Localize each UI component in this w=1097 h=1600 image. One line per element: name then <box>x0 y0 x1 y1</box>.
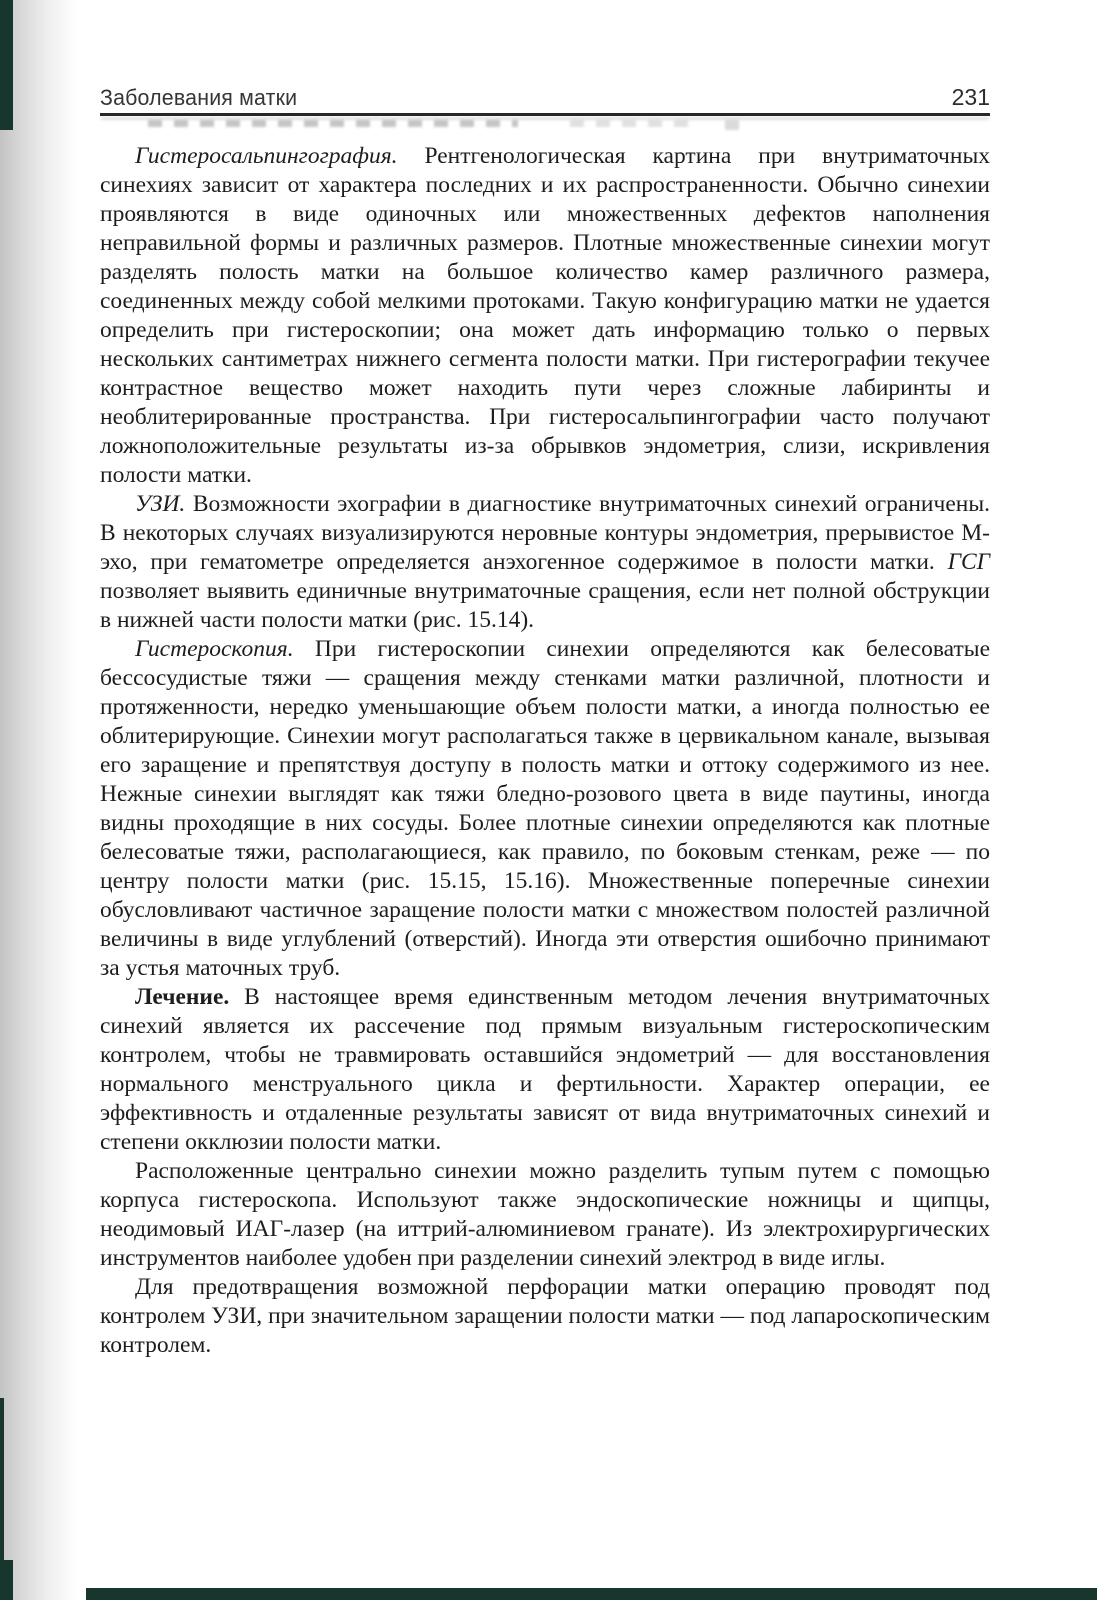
scan-artifact-bottom-left <box>0 1560 13 1600</box>
inline-term-gsg: ГСГ <box>947 549 990 575</box>
running-head-title: Заболевания матки <box>100 85 298 110</box>
paragraph-text: позволяет выявить единичные внутриматочные сращения, если нет полной обструкции в нижней части полости матки (рис. 15.14). <box>100 578 990 633</box>
running-head <box>100 84 990 111</box>
paragraph-text: Для предотвращения возможной перфорации матки операцию проводят под контролем УЗИ, при значительном заращении полости матки — под лапароскопическим контролем. <box>100 1274 990 1358</box>
scan-smudge <box>148 120 518 127</box>
paragraph-hysteroscopy <box>100 635 990 983</box>
paragraph-lead-term: Гистеросальпингография. <box>135 143 398 169</box>
paragraph-lead-term: УЗИ. <box>135 491 186 517</box>
page-number: 231 <box>951 84 990 110</box>
page-body-text <box>100 142 990 1360</box>
paragraph-central-synechiae <box>100 1157 990 1273</box>
scan-artifact-top-left <box>0 0 13 130</box>
paragraph-text: При гистероскопии синехии определяются как белесоватые бессосудистые тяжи — сращения между стенками матки различной, плотности и протяженности, нередко уменьшающие объем полости матки, а иногда полностью ее облитерирующие. Синехии могут располагаться также в цервикальном канале, вызывая его заращение и препятствуя доступу в полость матки и оттоку содержимого из нее. Нежные синехии выглядят как тяжи бледно-розового цвета в виде паутины, иногда видны проходящие в них сосуды. Более плотные синехии определяются как плотные белесоватые тяжи, располагающиеся, как правило, по боковым стенкам, реже — по центру полости матки (рис. 15.15, 15.16). Множественные поперечные синехии обусловливают частичное заращение полости матки с множеством полостей различной величины в виде углублений (отверстий). Иногда эти отверстия ошибочно принимают за устья маточных труб. <box>100 636 990 981</box>
paragraph-ultrasound <box>100 490 990 635</box>
paragraph-lead-term: Лечение. <box>135 984 230 1010</box>
paragraph-treatment <box>100 983 990 1157</box>
paragraph-text: В настоящее время единственным методом лечения внутриматочных синехий является их рассечение под прямым визуальным гистероскопическим контролем, чтобы не травмировать оставшийся эндометрий — для восстановления нормального менструального цикла и фертильности. Характер операции, ее эффективность и отдаленные результаты зависят от вида внутриматочных синехий и степени окклюзии полости матки. <box>100 984 990 1155</box>
scan-smudge <box>570 120 690 127</box>
paragraph-perforation-prevention <box>100 1273 990 1360</box>
scan-artifact-bottom-strip <box>86 1588 1097 1600</box>
scan-left-gradient <box>0 0 78 1600</box>
header-rule <box>100 113 990 116</box>
paragraph-text: Расположенные центрально синехии можно разделить тупым путем с помощью корпуса гистероскопа. Используют также эндоскопические ножницы и щипцы, неодимовый ИАГ-лазер (на иттрий-алюминиевом гранате). Из электрохирургических инструментов наиболее удобен при разделении синехий электрод в виде иглы. <box>100 1158 990 1271</box>
scan-smudge <box>725 120 743 130</box>
paragraph-text: Рентгенологическая картина при внутриматочных синехиях зависит от характера последних и их распространенности. Обычно синехии проявляются в виде одиночных или множественных дефектов наполнения неправильной формы и различных размеров. Плотные множественные синехии могут разделять полость матки на большое количество камер различного размера, соединенных между собой мелкими протоками. Такую конфигурацию матки не удается определить при гистероскопии; она может дать информацию только о первых нескольких сантиметрах нижнего сегмента полости матки. При гистерографии текучее контрастное вещество может находить пути через сложные лабиринты и необлитерированные пространства. При гистеросальпингографии часто получают ложноположительные результаты из-за обрывков эндометрия, слизи, искривления полости матки. <box>100 143 990 488</box>
paragraph-text: Возможности эхографии в диагностике внутриматочных синехий ограничены. В некоторых случаях визуализируются неровные контуры эндометрия, прерывистое М-эхо, при гематометре определяется анэхогенное содержимое в полости матки. <box>100 491 990 575</box>
paragraph-lead-term: Гистероскопия. <box>135 636 294 662</box>
paragraph-hysterosalpingography <box>100 142 990 490</box>
